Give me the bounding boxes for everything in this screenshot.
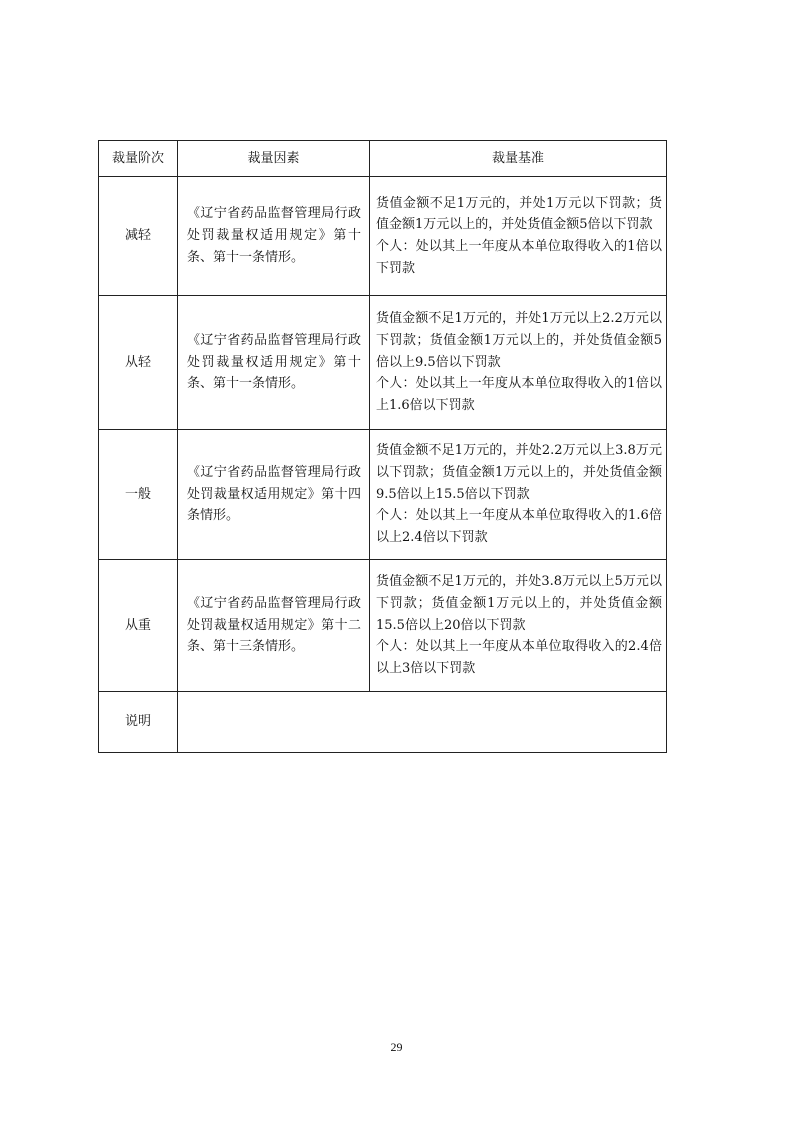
factor-cell: 《辽宁省药品监督管理局行政处罚裁量权适用规定》第十条、第十一条情形。 [178, 177, 370, 296]
basis-company: 货值金额不足1万元的，并处1万元以下罚款；货值金额1万元以上的，并处货值金额5倍以下罚款 [376, 195, 662, 233]
basis-individual: 个人：处以其上一年度从本单位取得收入的1倍以下罚款 [376, 239, 662, 276]
level-cell: 一般 [99, 430, 178, 560]
basis-cell [370, 430, 667, 560]
basis-individual: 个人：处以其上一年度从本单位取得收入的1倍以上1.6倍以下罚款 [376, 376, 662, 414]
header-factor: 裁量因素 [178, 141, 370, 177]
level-cell: 从重 [99, 560, 178, 692]
basis-company: 货值金额不足1万元的，并处1万元以上2.2万元以下罚款；货值金额1万元以上的，并处货值金额5倍以上9.5倍以下罚款 [376, 311, 662, 370]
basis-cell [370, 296, 667, 430]
basis-individual: 个人：处以其上一年度从本单位取得收入的1.6倍以上2.4倍以下罚款 [376, 508, 662, 546]
header-level: 裁量阶次 [99, 141, 178, 177]
table-row [99, 560, 667, 692]
level-cell: 从轻 [99, 296, 178, 430]
basis-cell [370, 560, 667, 692]
table-row [99, 296, 667, 430]
table-row [99, 177, 667, 296]
note-label: 说明 [99, 692, 178, 753]
basis-individual: 个人：处以其上一年度从本单位取得收入的2.4倍以上3倍以下罚款 [376, 639, 662, 677]
header-basis: 裁量基准 [370, 141, 667, 177]
table-header-row [99, 141, 667, 177]
factor-cell: 《辽宁省药品监督管理局行政处罚裁量权适用规定》第十条、第十一条情形。 [178, 296, 370, 430]
basis-company: 货值金额不足1万元的，并处2.2万元以上3.8万元以下罚款；货值金额1万元以上的，并处货值金额9.5倍以上15.5倍以下罚款 [376, 443, 662, 502]
factor-cell: 《辽宁省药品监督管理局行政处罚裁量权适用规定》第十二条、第十三条情形。 [178, 560, 370, 692]
basis-cell [370, 177, 667, 296]
page-number: 29 [390, 1040, 403, 1054]
level-cell: 减轻 [99, 177, 178, 296]
note-row [99, 692, 667, 753]
discretion-table [98, 140, 667, 753]
factor-cell: 《辽宁省药品监督管理局行政处罚裁量权适用规定》第十四条情形。 [178, 430, 370, 560]
basis-company: 货值金额不足1万元的，并处3.8万元以上5万元以下罚款；货值金额1万元以上的，并处货值金额15.5倍以上20倍以下罚款 [376, 574, 662, 633]
table-row [99, 430, 667, 560]
note-value [178, 692, 667, 753]
